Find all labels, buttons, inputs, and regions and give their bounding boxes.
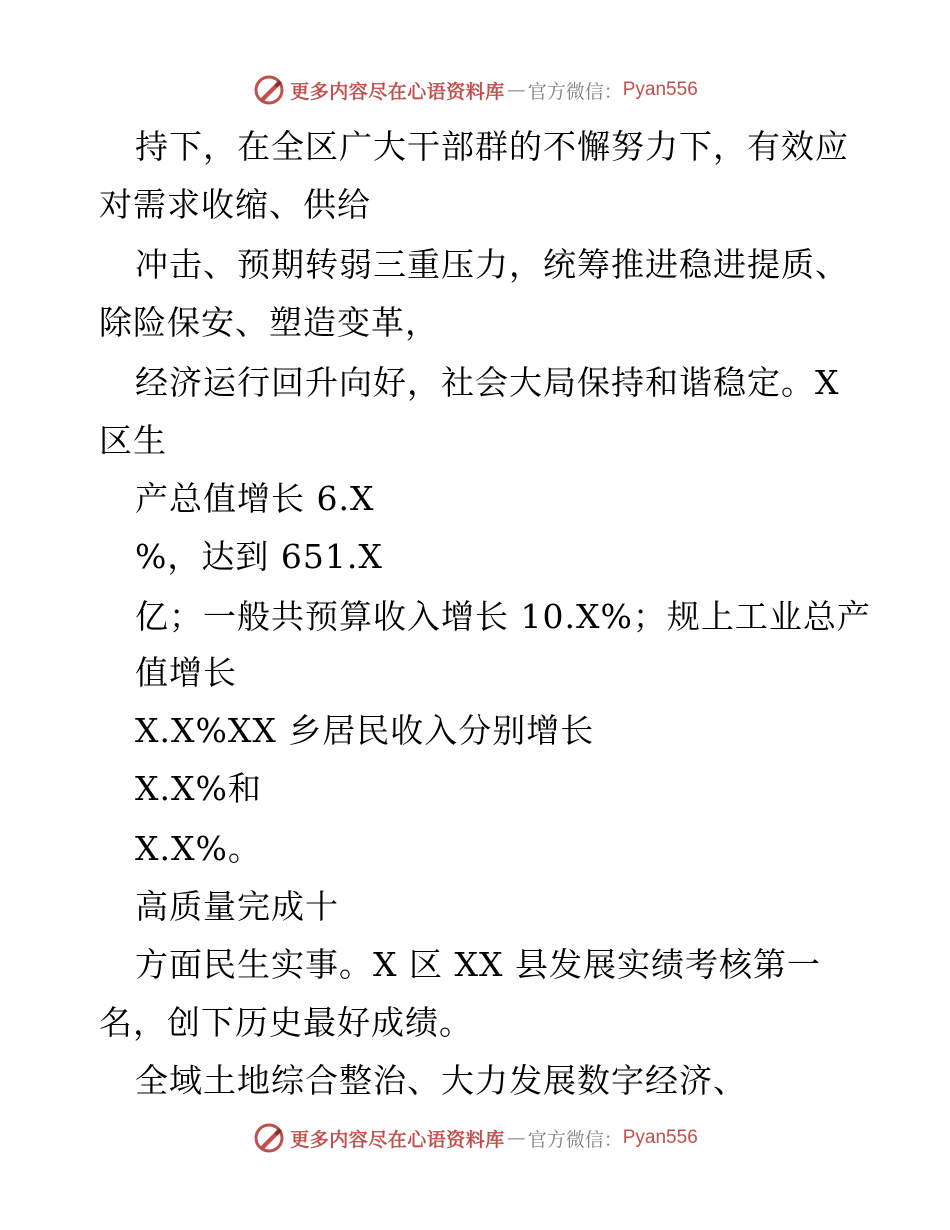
body-line: 亿；一般共预算收入增长 10.X%；规上工业总产 <box>135 597 871 636</box>
body-line: %，达到 651.X <box>135 537 383 576</box>
footer-separator: — <box>506 1127 526 1149</box>
body-line: 对需求收缩、供给 <box>99 185 371 224</box>
body-line: 除险保安、塑造变革， <box>99 303 439 342</box>
pen-swirl-logo-icon <box>252 1121 286 1155</box>
header-wechat-id: Pyan556 <box>622 79 698 100</box>
footer-wechat-label: 官方微信： <box>527 1128 623 1151</box>
body-line: 持下，在全区广大干部群的不懈努力下，有效应 <box>135 127 849 166</box>
header-slogan: 更多内容尽在心语资料库 <box>290 80 505 103</box>
header-watermark-banner <box>0 70 950 110</box>
body-line: 区生 <box>99 421 167 460</box>
body-line: 名，创下历史最好成绩。 <box>99 1003 473 1042</box>
body-line: 全域土地综合整治、大力发展数字经济、 <box>135 1061 747 1100</box>
body-line: X.X%XX 乡居民收入分别增长 <box>135 711 595 750</box>
body-line: X.X%和 <box>135 769 262 808</box>
body-line: X.X%。 <box>135 829 262 868</box>
body-line: 经济运行回升向好，社会大局保持和谐稳定。X <box>135 363 840 402</box>
body-line: 产总值增长 6.X <box>135 479 375 518</box>
header-separator: — <box>506 79 526 101</box>
body-line: 高质量完成十 <box>135 887 339 926</box>
footer-slogan: 更多内容尽在心语资料库 <box>290 1128 505 1151</box>
body-line: 方面民生实事。X 区 XX 县发展实绩考核第一 <box>135 945 821 984</box>
footer-watermark-banner <box>0 1118 950 1158</box>
body-line: 值增长 <box>135 653 237 692</box>
header-wechat-label: 官方微信： <box>527 80 623 103</box>
footer-wechat-id: Pyan556 <box>622 1127 698 1148</box>
pen-swirl-logo-icon <box>252 73 286 107</box>
body-line: 冲击、预期转弱三重压力，统筹推进稳进提质、 <box>135 245 849 284</box>
